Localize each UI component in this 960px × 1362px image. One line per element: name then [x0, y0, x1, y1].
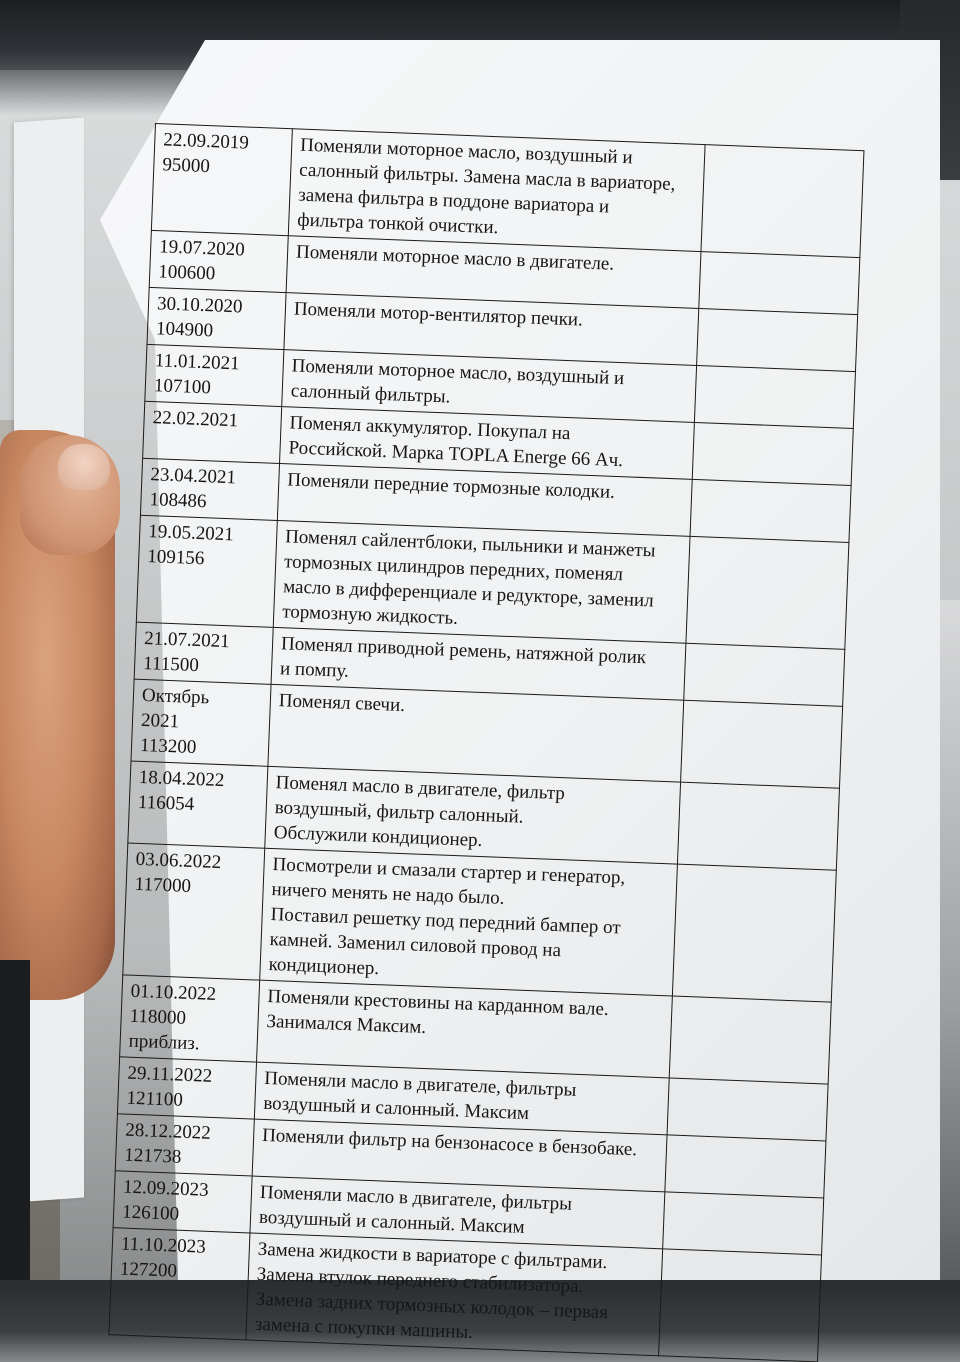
empty-note-cell	[697, 309, 858, 372]
service-date: 19.05.2021	[147, 521, 235, 546]
empty-note-cell	[692, 422, 853, 485]
service-date: 21.07.2021	[143, 627, 231, 653]
service-mileage: 113200	[139, 734, 197, 759]
work-description: Поменял приводной ремень, натяжной ролик и помпу.	[279, 633, 647, 682]
date-mileage-cell	[109, 1228, 250, 1340]
date-mileage-cell	[145, 344, 284, 406]
empty-note-cell	[659, 1249, 822, 1362]
work-description: Поменяли крестовины на карданном вале. Занимался Максим.	[266, 985, 610, 1039]
service-date: 03.06.2022	[135, 848, 222, 874]
date-mileage-cell	[131, 679, 271, 766]
service-mileage: 118000 приблиз.	[128, 1005, 201, 1055]
work-description: Поменяли мотор-вентилятор печки.	[293, 298, 584, 331]
date-mileage-cell	[113, 1171, 252, 1233]
date-mileage-cell	[128, 761, 268, 848]
date-mileage-cell	[134, 622, 273, 684]
service-mileage: 126100	[121, 1201, 180, 1225]
work-description: Поменял свечи.	[278, 690, 406, 717]
service-mileage: 109156	[146, 546, 205, 570]
service-log-body	[109, 124, 864, 1362]
empty-note-cell	[699, 252, 860, 315]
service-mileage: 111500	[142, 652, 200, 677]
work-description: Поменяли моторное масло, воздушный и салонный фильтры.	[290, 355, 625, 408]
empty-note-cell	[701, 145, 864, 258]
service-date: 12.09.2023	[122, 1176, 209, 1201]
empty-note-cell	[695, 365, 856, 428]
work-description: Поменяли масло в двигателе, фильтры воздушный и салонный. Максим	[263, 1067, 577, 1125]
service-date: Октябрь 2021	[140, 684, 210, 733]
service-date: 18.04.2022	[138, 766, 225, 792]
date-mileage-cell	[147, 287, 286, 349]
empty-note-cell	[673, 864, 837, 1002]
work-description: Поменяли масло в двигателе, фильтры воздушный и салонный. Максим	[258, 1181, 573, 1238]
work-description: Поменяли моторное масло в двигателе.	[295, 241, 615, 275]
work-description: Замена жидкости в вариаторе с фильтрами. Замена втулок переднего стабилизатора. Замена задних тормозных колодок – первая замена с покупки машины.	[254, 1238, 609, 1344]
thumbnail-nail	[58, 444, 110, 490]
date-mileage-cell	[140, 458, 279, 520]
empty-note-cell	[690, 479, 851, 542]
work-description: Поменяли передние тормозные колодки.	[286, 469, 616, 503]
work-description-cell	[246, 1233, 663, 1356]
empty-note-cell	[681, 700, 843, 788]
service-mileage: 121100	[126, 1087, 184, 1111]
service-date: 22.02.2021	[152, 407, 239, 432]
date-mileage-cell	[123, 843, 265, 980]
empty-note-cell	[678, 782, 840, 870]
work-description-cell	[268, 684, 684, 782]
date-mileage-cell	[117, 1057, 256, 1119]
date-mileage-cell	[136, 515, 277, 627]
service-mileage: 108486	[149, 489, 207, 513]
service-date: 11.01.2021	[154, 350, 241, 375]
date-mileage-cell	[120, 975, 260, 1062]
work-description-cell	[273, 520, 690, 643]
work-description: Поменял сайлентблоки, пыльники и манжеты тормозных цилиндров передних, поменял масло в дифференциале и редукторе, заменил тормозную жидкость.	[281, 526, 656, 629]
date-mileage-cell	[149, 230, 288, 292]
work-description: Посмотрели и смазали стартер и генератор, ничего менять не надо было. Поставил решетку под передний бампер от камней. Заменил силовой провод на кондиционер.	[268, 854, 626, 980]
service-log-table	[108, 123, 864, 1362]
service-mileage: 95000	[161, 154, 211, 178]
service-date: 29.11.2022	[127, 1062, 213, 1087]
empty-note-cell	[665, 1135, 826, 1198]
service-date: 23.04.2021	[150, 464, 237, 489]
work-description: Поменял масло в двигателе, фильтр воздушный, фильтр салонный. Обслужили кондиционер.	[273, 772, 566, 852]
sleeve	[0, 960, 30, 1280]
service-mileage: 100600	[157, 261, 216, 285]
service-date: 28.12.2022	[124, 1119, 212, 1144]
service-mileage: 107100	[153, 375, 212, 399]
service-date: 22.09.2019	[162, 129, 250, 154]
service-date: 11.10.2023	[120, 1233, 207, 1258]
service-mileage: 121738	[123, 1144, 182, 1168]
work-description: Поменяли моторное масло, воздушный и салонный фильтры. Замена масла в вариаторе, замена фильтра в поддоне вариатора и фильтра тонкой очистки.	[296, 134, 676, 239]
service-date: 19.07.2020	[158, 236, 246, 261]
work-description-cell	[265, 766, 681, 864]
work-description: Поменял аккумулятор. Покупал на Российской. Марка TOPLA Energe 66 Ач.	[288, 412, 624, 472]
date-mileage-cell	[151, 124, 292, 236]
service-mileage: 104900	[155, 318, 214, 342]
date-mileage-cell	[143, 401, 282, 463]
empty-note-cell	[684, 643, 845, 706]
empty-note-cell	[686, 536, 849, 649]
service-mileage: 127200	[119, 1258, 178, 1282]
empty-note-cell	[669, 996, 831, 1084]
service-date: 01.10.2022	[130, 980, 217, 1005]
date-mileage-cell	[115, 1114, 254, 1176]
work-description-cell	[260, 848, 678, 996]
work-description-cell	[288, 129, 705, 252]
service-mileage: 117000	[134, 873, 192, 897]
service-mileage: 116054	[137, 791, 195, 815]
empty-note-cell	[663, 1192, 824, 1255]
work-description-cell	[256, 980, 672, 1078]
empty-note-cell	[667, 1078, 828, 1141]
work-description: Поменяли фильтр на бензонасосе в бензобаке.	[261, 1124, 638, 1161]
service-date: 30.10.2020	[156, 293, 243, 318]
